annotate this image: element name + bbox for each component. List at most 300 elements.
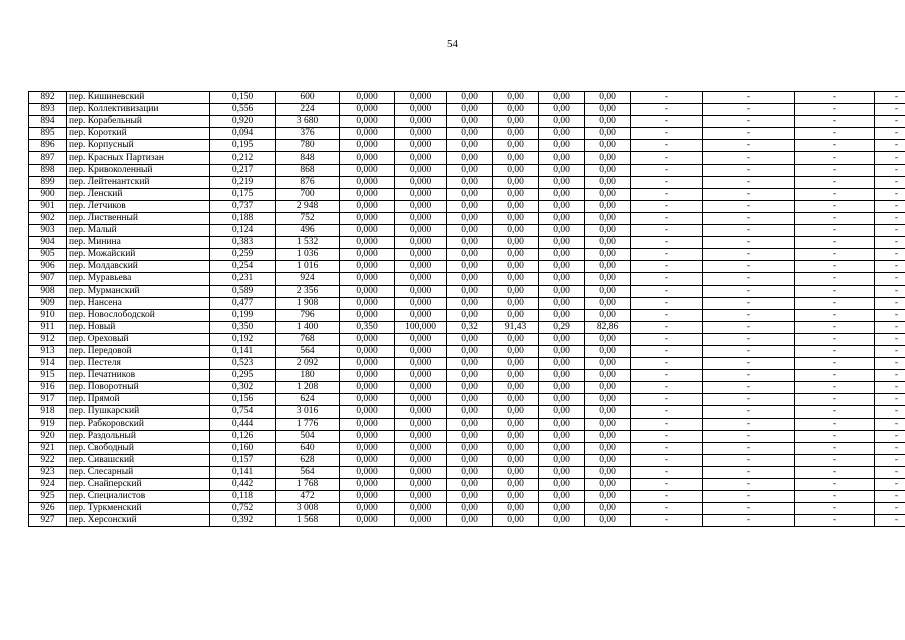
value-cell: 0,00 <box>447 140 493 152</box>
value-cell: 0,00 <box>447 479 493 491</box>
dash-cell: - <box>631 503 703 515</box>
value-cell: 0,00 <box>447 116 493 128</box>
dash-cell: - <box>703 418 795 430</box>
dash-cell: - <box>631 116 703 128</box>
dash-cell: - <box>703 442 795 454</box>
table-row <box>29 212 905 224</box>
street-name-cell: пер. Печатников <box>67 370 210 382</box>
dash-cell: - <box>875 479 905 491</box>
value-cell: 0,00 <box>447 273 493 285</box>
dash-cell: - <box>631 212 703 224</box>
value-cell: 3 680 <box>276 116 340 128</box>
dash-cell: - <box>631 261 703 273</box>
dash-cell: - <box>703 394 795 406</box>
table-row <box>29 418 905 430</box>
dash-cell: - <box>703 212 795 224</box>
value-cell: 1 208 <box>276 382 340 394</box>
row-number-cell: 900 <box>29 188 67 200</box>
table-row <box>29 454 905 466</box>
table-row <box>29 273 905 285</box>
street-name-cell: пер. Кривоколенный <box>67 164 210 176</box>
row-number-cell: 913 <box>29 345 67 357</box>
dash-cell: - <box>631 92 703 104</box>
value-cell: 0,00 <box>493 345 539 357</box>
value-cell: 0,00 <box>539 466 585 478</box>
table-row <box>29 466 905 478</box>
row-number-cell: 902 <box>29 212 67 224</box>
value-cell: 0,141 <box>210 466 276 478</box>
streets-table <box>28 91 905 527</box>
value-cell: 0,00 <box>585 358 631 370</box>
dash-cell: - <box>875 188 905 200</box>
value-cell: 0,000 <box>340 200 395 212</box>
row-number-cell: 898 <box>29 164 67 176</box>
value-cell: 1 532 <box>276 237 340 249</box>
street-name-cell: пер. Слесарный <box>67 466 210 478</box>
value-cell: 0,00 <box>585 345 631 357</box>
dash-cell: - <box>875 261 905 273</box>
dash-cell: - <box>631 345 703 357</box>
dash-cell: - <box>631 515 703 527</box>
value-cell: 0,00 <box>539 491 585 503</box>
value-cell: 0,000 <box>395 466 447 478</box>
street-name-cell: пер. Пушкарский <box>67 406 210 418</box>
dash-cell: - <box>875 285 905 297</box>
value-cell: 0,00 <box>493 261 539 273</box>
value-cell: 0,00 <box>539 140 585 152</box>
dash-cell: - <box>703 225 795 237</box>
value-cell: 0,000 <box>340 225 395 237</box>
dash-cell: - <box>795 128 875 140</box>
value-cell: 0,00 <box>585 225 631 237</box>
dash-cell: - <box>631 479 703 491</box>
value-cell: 0,752 <box>210 503 276 515</box>
dash-cell: - <box>795 358 875 370</box>
value-cell: 0,000 <box>340 164 395 176</box>
row-number-cell: 911 <box>29 321 67 333</box>
street-name-cell: пер. Нансена <box>67 297 210 309</box>
street-name-cell: пер. Летчиков <box>67 200 210 212</box>
dash-cell: - <box>631 249 703 261</box>
dash-cell: - <box>631 128 703 140</box>
dash-cell: - <box>795 92 875 104</box>
value-cell: 0,00 <box>539 345 585 357</box>
street-name-cell: пер. Специалистов <box>67 491 210 503</box>
dash-cell: - <box>875 406 905 418</box>
value-cell: 0,000 <box>340 285 395 297</box>
value-cell: 0,00 <box>585 370 631 382</box>
value-cell: 848 <box>276 152 340 164</box>
dash-cell: - <box>795 454 875 466</box>
value-cell: 3 008 <box>276 503 340 515</box>
value-cell: 0,00 <box>447 394 493 406</box>
value-cell: 0,199 <box>210 309 276 321</box>
dash-cell: - <box>795 225 875 237</box>
value-cell: 0,000 <box>395 442 447 454</box>
value-cell: 0,00 <box>447 309 493 321</box>
value-cell: 0,000 <box>395 116 447 128</box>
dash-cell: - <box>795 345 875 357</box>
value-cell: 0,477 <box>210 297 276 309</box>
value-cell: 1 016 <box>276 261 340 273</box>
dash-cell: - <box>875 176 905 188</box>
dash-cell: - <box>631 104 703 116</box>
table-row <box>29 92 905 104</box>
dash-cell: - <box>875 370 905 382</box>
street-name-cell: пер. Ленский <box>67 188 210 200</box>
value-cell: 0,188 <box>210 212 276 224</box>
value-cell: 0,00 <box>585 503 631 515</box>
value-cell: 0,000 <box>340 442 395 454</box>
value-cell: 0,00 <box>539 418 585 430</box>
value-cell: 0,00 <box>447 225 493 237</box>
value-cell: 1 036 <box>276 249 340 261</box>
value-cell: 0,000 <box>340 92 395 104</box>
dash-cell: - <box>875 418 905 430</box>
dash-cell: - <box>875 309 905 321</box>
value-cell: 0,00 <box>493 285 539 297</box>
street-name-cell: пер. Молдавский <box>67 261 210 273</box>
value-cell: 0,000 <box>395 370 447 382</box>
value-cell: 0,00 <box>585 176 631 188</box>
row-number-cell: 918 <box>29 406 67 418</box>
dash-cell: - <box>631 406 703 418</box>
value-cell: 0,000 <box>395 358 447 370</box>
value-cell: 0,126 <box>210 430 276 442</box>
dash-cell: - <box>631 454 703 466</box>
value-cell: 0,00 <box>447 370 493 382</box>
value-cell: 0,000 <box>395 515 447 527</box>
table-row <box>29 515 905 527</box>
value-cell: 180 <box>276 370 340 382</box>
dash-cell: - <box>795 104 875 116</box>
dash-cell: - <box>795 152 875 164</box>
dash-cell: - <box>795 491 875 503</box>
value-cell: 0,00 <box>539 152 585 164</box>
value-cell: 0,00 <box>585 200 631 212</box>
dash-cell: - <box>631 321 703 333</box>
value-cell: 0,157 <box>210 454 276 466</box>
value-cell: 0,00 <box>585 92 631 104</box>
street-name-cell: пер. Можайский <box>67 249 210 261</box>
table-row <box>29 104 905 116</box>
dash-cell: - <box>875 503 905 515</box>
value-cell: 0,00 <box>539 200 585 212</box>
value-cell: 0,00 <box>493 394 539 406</box>
table-row <box>29 345 905 357</box>
value-cell: 0,000 <box>340 128 395 140</box>
value-cell: 0,219 <box>210 176 276 188</box>
value-cell: 0,00 <box>447 249 493 261</box>
dash-cell: - <box>795 442 875 454</box>
table-row <box>29 297 905 309</box>
value-cell: 0,00 <box>493 466 539 478</box>
value-cell: 0,00 <box>585 333 631 345</box>
dash-cell: - <box>795 430 875 442</box>
value-cell: 0,000 <box>340 140 395 152</box>
value-cell: 0,00 <box>585 430 631 442</box>
dash-cell: - <box>703 261 795 273</box>
value-cell: 0,00 <box>585 261 631 273</box>
row-number-cell: 927 <box>29 515 67 527</box>
value-cell: 0,00 <box>447 176 493 188</box>
value-cell: 0,000 <box>340 382 395 394</box>
dash-cell: - <box>703 321 795 333</box>
dash-cell: - <box>703 249 795 261</box>
value-cell: 0,920 <box>210 116 276 128</box>
row-number-cell: 923 <box>29 466 67 478</box>
value-cell: 0,00 <box>447 406 493 418</box>
value-cell: 0,150 <box>210 92 276 104</box>
value-cell: 0,00 <box>585 164 631 176</box>
value-cell: 0,259 <box>210 249 276 261</box>
dash-cell: - <box>703 92 795 104</box>
value-cell: 0,00 <box>493 176 539 188</box>
value-cell: 0,000 <box>340 104 395 116</box>
dash-cell: - <box>631 140 703 152</box>
value-cell: 0,000 <box>340 515 395 527</box>
value-cell: 1 400 <box>276 321 340 333</box>
street-name-cell: пер. Снайперский <box>67 479 210 491</box>
dash-cell: - <box>795 285 875 297</box>
table-row <box>29 140 905 152</box>
value-cell: 0,00 <box>493 128 539 140</box>
value-cell: 0,00 <box>493 309 539 321</box>
dash-cell: - <box>631 309 703 321</box>
value-cell: 0,32 <box>447 321 493 333</box>
dash-cell: - <box>703 200 795 212</box>
row-number-cell: 920 <box>29 430 67 442</box>
table-row <box>29 491 905 503</box>
table-row <box>29 176 905 188</box>
street-name-cell: пер. Сивашский <box>67 454 210 466</box>
dash-cell: - <box>795 382 875 394</box>
value-cell: 0,00 <box>539 309 585 321</box>
dash-cell: - <box>631 491 703 503</box>
dash-cell: - <box>703 358 795 370</box>
dash-cell: - <box>631 188 703 200</box>
value-cell: 0,000 <box>395 140 447 152</box>
table-body <box>29 92 905 527</box>
value-cell: 0,000 <box>340 116 395 128</box>
row-number-cell: 892 <box>29 92 67 104</box>
row-number-cell: 922 <box>29 454 67 466</box>
value-cell: 0,00 <box>447 104 493 116</box>
dash-cell: - <box>631 442 703 454</box>
table-row <box>29 406 905 418</box>
value-cell: 0,000 <box>340 249 395 261</box>
value-cell: 0,000 <box>395 333 447 345</box>
value-cell: 0,118 <box>210 491 276 503</box>
value-cell: 0,00 <box>493 164 539 176</box>
value-cell: 0,000 <box>395 200 447 212</box>
dash-cell: - <box>795 333 875 345</box>
street-name-cell: пер. Рабкоровский <box>67 418 210 430</box>
table-row <box>29 237 905 249</box>
row-number-cell: 917 <box>29 394 67 406</box>
row-number-cell: 895 <box>29 128 67 140</box>
value-cell: 0,000 <box>340 261 395 273</box>
table-row <box>29 442 905 454</box>
value-cell: 0,00 <box>585 297 631 309</box>
value-cell: 91,43 <box>493 321 539 333</box>
value-cell: 0,000 <box>395 104 447 116</box>
value-cell: 0,000 <box>395 454 447 466</box>
value-cell: 0,000 <box>340 152 395 164</box>
value-cell: 0,00 <box>585 454 631 466</box>
dash-cell: - <box>795 200 875 212</box>
table-row <box>29 382 905 394</box>
value-cell: 0,00 <box>447 200 493 212</box>
value-cell: 0,00 <box>585 140 631 152</box>
dash-cell: - <box>875 454 905 466</box>
dash-cell: - <box>703 503 795 515</box>
row-number-cell: 914 <box>29 358 67 370</box>
value-cell: 0,000 <box>395 309 447 321</box>
row-number-cell: 908 <box>29 285 67 297</box>
dash-cell: - <box>703 370 795 382</box>
value-cell: 0,195 <box>210 140 276 152</box>
value-cell: 0,000 <box>340 466 395 478</box>
value-cell: 0,00 <box>539 394 585 406</box>
dash-cell: - <box>875 140 905 152</box>
dash-cell: - <box>703 297 795 309</box>
dash-cell: - <box>875 333 905 345</box>
street-name-cell: пер. Раздольный <box>67 430 210 442</box>
value-cell: 0,00 <box>585 273 631 285</box>
value-cell: 496 <box>276 225 340 237</box>
value-cell: 780 <box>276 140 340 152</box>
street-name-cell: пер. Красных Партизан <box>67 152 210 164</box>
value-cell: 0,00 <box>585 237 631 249</box>
value-cell: 0,00 <box>493 116 539 128</box>
value-cell: 0,000 <box>395 176 447 188</box>
row-number-cell: 905 <box>29 249 67 261</box>
value-cell: 0,00 <box>493 503 539 515</box>
value-cell: 0,000 <box>340 394 395 406</box>
value-cell: 0,00 <box>585 285 631 297</box>
row-number-cell: 899 <box>29 176 67 188</box>
value-cell: 0,383 <box>210 237 276 249</box>
dash-cell: - <box>631 285 703 297</box>
dash-cell: - <box>631 297 703 309</box>
dash-cell: - <box>875 128 905 140</box>
dash-cell: - <box>875 212 905 224</box>
dash-cell: - <box>875 104 905 116</box>
value-cell: 0,00 <box>493 140 539 152</box>
value-cell: 0,00 <box>493 418 539 430</box>
dash-cell: - <box>631 382 703 394</box>
dash-cell: - <box>631 370 703 382</box>
table-row <box>29 116 905 128</box>
dash-cell: - <box>875 491 905 503</box>
value-cell: 0,00 <box>493 479 539 491</box>
dash-cell: - <box>703 285 795 297</box>
value-cell: 0,000 <box>340 309 395 321</box>
row-number-cell: 919 <box>29 418 67 430</box>
table-row <box>29 358 905 370</box>
street-name-cell: пер. Коллективизации <box>67 104 210 116</box>
value-cell: 0,00 <box>447 285 493 297</box>
value-cell: 640 <box>276 442 340 454</box>
dash-cell: - <box>875 297 905 309</box>
value-cell: 0,000 <box>395 225 447 237</box>
dash-cell: - <box>875 249 905 261</box>
value-cell: 0,392 <box>210 515 276 527</box>
value-cell: 0,00 <box>539 358 585 370</box>
value-cell: 0,00 <box>539 406 585 418</box>
street-name-cell: пер. Малый <box>67 225 210 237</box>
value-cell: 0,000 <box>340 479 395 491</box>
value-cell: 0,00 <box>493 406 539 418</box>
value-cell: 0,00 <box>539 176 585 188</box>
value-cell: 82,86 <box>585 321 631 333</box>
value-cell: 0,00 <box>585 382 631 394</box>
value-cell: 0,523 <box>210 358 276 370</box>
value-cell: 0,000 <box>395 491 447 503</box>
dash-cell: - <box>795 212 875 224</box>
street-name-cell: пер. Мурманский <box>67 285 210 297</box>
dash-cell: - <box>631 466 703 478</box>
dash-cell: - <box>795 249 875 261</box>
value-cell: 876 <box>276 176 340 188</box>
value-cell: 768 <box>276 333 340 345</box>
dash-cell: - <box>875 394 905 406</box>
value-cell: 0,350 <box>340 321 395 333</box>
value-cell: 0,00 <box>539 164 585 176</box>
value-cell: 0,000 <box>340 491 395 503</box>
value-cell: 3 016 <box>276 406 340 418</box>
value-cell: 0,000 <box>340 370 395 382</box>
value-cell: 0,00 <box>585 309 631 321</box>
dash-cell: - <box>631 273 703 285</box>
value-cell: 868 <box>276 164 340 176</box>
value-cell: 0,737 <box>210 200 276 212</box>
value-cell: 0,000 <box>395 273 447 285</box>
value-cell: 0,00 <box>493 442 539 454</box>
row-number-cell: 901 <box>29 200 67 212</box>
value-cell: 1 568 <box>276 515 340 527</box>
value-cell: 0,000 <box>395 92 447 104</box>
dash-cell: - <box>795 273 875 285</box>
table-row <box>29 249 905 261</box>
table-row <box>29 394 905 406</box>
row-number-cell: 906 <box>29 261 67 273</box>
dash-cell: - <box>795 237 875 249</box>
value-cell: 0,00 <box>585 188 631 200</box>
value-cell: 0,000 <box>395 212 447 224</box>
row-number-cell: 893 <box>29 104 67 116</box>
dash-cell: - <box>875 200 905 212</box>
value-cell: 0,00 <box>493 212 539 224</box>
value-cell: 2 356 <box>276 285 340 297</box>
value-cell: 0,00 <box>447 164 493 176</box>
value-cell: 0,00 <box>493 237 539 249</box>
table-row <box>29 188 905 200</box>
street-name-cell: пер. Херсонский <box>67 515 210 527</box>
table-row <box>29 128 905 140</box>
value-cell: 0,00 <box>447 237 493 249</box>
dash-cell: - <box>875 430 905 442</box>
value-cell: 0,00 <box>585 442 631 454</box>
table-row <box>29 309 905 321</box>
value-cell: 0,000 <box>395 237 447 249</box>
dash-cell: - <box>875 273 905 285</box>
value-cell: 0,000 <box>340 406 395 418</box>
value-cell: 0,00 <box>493 92 539 104</box>
value-cell: 0,000 <box>340 345 395 357</box>
dash-cell: - <box>631 164 703 176</box>
